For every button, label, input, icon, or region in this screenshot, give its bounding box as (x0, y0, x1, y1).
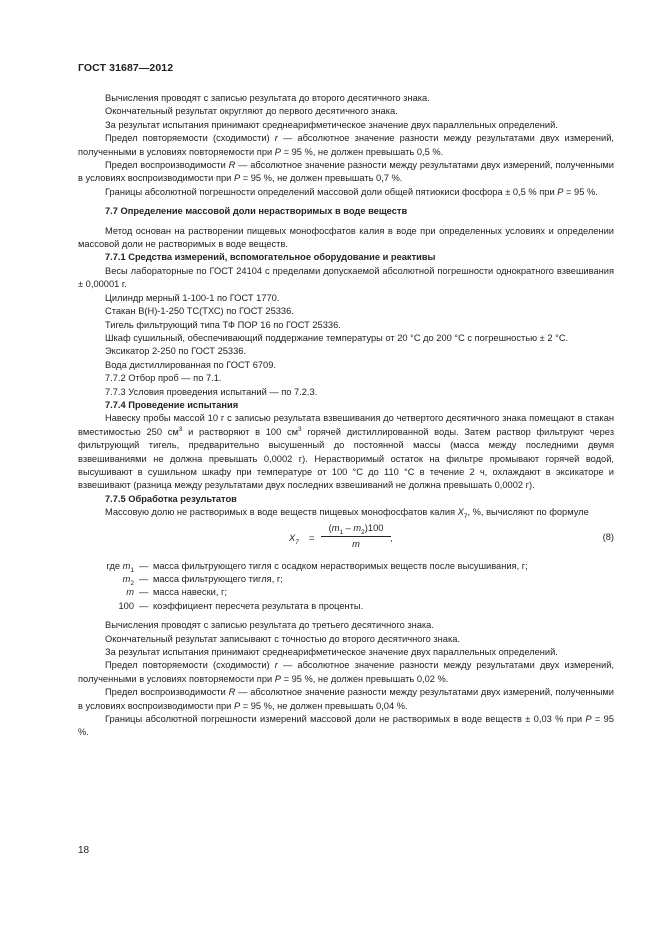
formula-lhs (289, 532, 299, 545)
paragraph: Вычисления проводят с записью результата до второго десятичного знака. (105, 93, 430, 103)
subscript: 7 (295, 538, 299, 546)
text-run: Границы абсолютной погрешности измерений массовой доли не растворимых в воде веществ ± 0,03 % при (105, 714, 586, 725)
formula-denominator: m (352, 539, 360, 549)
paragraph: За результат испытания принимают среднеарифметическое значение двух параллельных определений. (105, 647, 558, 658)
subsection-7-7-3: 7.7.3 Условия проведения испытаний — по 7.2.3. (105, 386, 318, 397)
subsection-heading-7-7-1: 7.7.1 Средства измерений, вспомогательное оборудование и реактивы (105, 252, 436, 263)
symbol-P: P (233, 173, 241, 184)
text-run: = 95 %, не должен превышать 0,5 %. (280, 146, 444, 157)
text-run: = 95 %. (78, 714, 614, 738)
subscript: 1 (130, 566, 134, 574)
symbol-X: X (457, 507, 464, 518)
text-run: Предел повторяемости (сходимости) (105, 660, 275, 671)
text-run: ( (328, 522, 332, 533)
subscript: 1 (339, 528, 344, 536)
symbol-P: P (274, 673, 281, 684)
equipment-item: Весы лабораторные по ГОСТ 24104 с пределами допускаемой абсолютной погрешности однократного взвешивания ± 0,00001 г. (78, 265, 614, 290)
text-run: Навеску пробы массой 10 г с записью результата взвешивания до четвертого десятичного знака помещают в стакан вместимостью 250 см (78, 413, 614, 437)
text-run: , %, вычисляют по формуле (467, 507, 589, 518)
text-run: — абсолютное значение разности между результатами двух измерений, полученными в условиях повторяемости при (78, 660, 614, 684)
formula-equals: = (309, 532, 315, 543)
formula-fraction (321, 522, 391, 552)
paragraph-method: Метод основан на растворении пищевых монофосфатов калия в воде при определенных условиях и определении массовой доли не растворимых в воде веществ. (78, 225, 614, 250)
subscript: 2 (130, 579, 134, 587)
page-header-standard: ГОСТ 31687—2012 (78, 62, 174, 74)
text-run: — абсолютное значение разности между результатами двух измерений, полученными в условиях воспроизводимости при (78, 687, 614, 711)
legend-symbol (78, 573, 139, 586)
subsection-7-7-2: 7.7.2 Отбор проб — по 7.1. (105, 373, 222, 384)
legend-row (78, 560, 614, 573)
legend-symbol (78, 586, 139, 599)
text-run: )100 (364, 522, 384, 533)
legend-text: масса фильтрующего тигля, г; (153, 574, 283, 584)
subscript: 2 (361, 528, 365, 536)
paragraph-reproducibility (78, 686, 614, 713)
formula-8 (78, 522, 614, 556)
subscript: 7 (463, 513, 468, 521)
section-heading-7-7: 7.7 Определение массовой доли нерастворимых в воде веществ (105, 206, 408, 217)
page-content (78, 92, 614, 740)
equipment-item: Вода дистиллированная по ГОСТ 6709. (105, 359, 276, 370)
legend-row (78, 573, 614, 586)
text-run: = 95 %. (563, 186, 598, 197)
paragraph: Окончательный результат округляют до первого десятичного знака. (105, 106, 398, 117)
symbol-m: m (122, 574, 131, 584)
legend-dash: — (139, 574, 149, 584)
legend-dash: — (139, 600, 149, 611)
symbol-m: m (122, 560, 131, 571)
page-number: 18 (78, 845, 90, 856)
legend-symbol: 100 (118, 600, 134, 611)
symbol-P: P (233, 700, 241, 711)
symbol-R: R (228, 687, 236, 698)
paragraph-reproducibility (78, 159, 614, 186)
text-run: = 95 %, не должен превышать 0,7 %. (240, 173, 403, 184)
paragraph: Вычисления проводят с записью результата до третьего десятичного знака. (105, 620, 434, 631)
superscript: 3 (298, 425, 302, 433)
equipment-item: Шкаф сушильный, обеспечивающий поддержание температуры от 20 °С до 200 °С с погрешностью ± 2 °С. (105, 332, 569, 343)
symbol-R: R (228, 160, 236, 171)
text-run: Предел воспроизводимости (105, 160, 229, 171)
paragraph-procedure (78, 412, 614, 492)
formula-comma: , (390, 532, 393, 543)
legend-text: масса фильтрующего тигля с осадком нерастворимых веществ после высушивания, г; (153, 560, 528, 571)
legend-row (78, 600, 614, 613)
symbol-m: m (331, 522, 340, 533)
symbol-r: r (274, 133, 278, 144)
symbol-m: m (353, 522, 362, 533)
legend-text: масса навески, г; (153, 587, 227, 598)
symbol-m: m (126, 587, 134, 598)
paragraph-repeatability (78, 132, 614, 159)
paragraph: За результат испытания принимают среднеарифметическое значение двух параллельных определений. (105, 119, 558, 130)
equipment-item: Стакан В(Н)-1-250 ТС(ТХС) по ГОСТ 25336. (105, 306, 294, 317)
symbol-P: P (585, 714, 592, 725)
text-run: Предел воспроизводимости (105, 687, 229, 698)
legend-dash: — (139, 560, 149, 571)
text-run: Предел повторяемости (сходимости) (105, 133, 275, 144)
text-run: где (106, 560, 123, 571)
paragraph-repeatability (78, 659, 614, 686)
paragraph: Окончательный результат записывают с точностью до второго десятичного знака. (105, 633, 460, 644)
equipment-item: Тигель фильтрующий типа ТФ ПОР 16 по ГОСТ 25336. (105, 319, 341, 330)
subsection-heading-7-7-4: 7.7.4 Проведение испытания (105, 399, 239, 410)
text-run: = 95 %, не должен превышать 0,02 %. (280, 673, 449, 684)
text-run: — абсолютное значение разности между результатами двух измерений, полученными в условиях повторяемости при (78, 133, 614, 157)
paragraph-formula-intro (78, 506, 614, 519)
symbol-P: P (274, 146, 281, 157)
formula-legend (78, 560, 614, 614)
text-run: = 95 %, не должен превышать 0,04 %. (240, 700, 408, 711)
formula-numerator (321, 522, 391, 537)
text-run: Границы абсолютной погрешности определений массовой доли общей пятиокиси фосфора ± 0,5 % при (105, 186, 558, 197)
superscript: 3 (178, 425, 183, 433)
text-run: Массовую долю не растворимых в воде веществ пищевых монофосфатов калия (105, 507, 458, 518)
equipment-item: Цилиндр мерный 1-100-1 по ГОСТ 1770. (105, 292, 280, 303)
equipment-item: Эксикатор 2-250 по ГОСТ 25336. (105, 346, 247, 357)
legend-text: коэффициент пересчета результата в проценты. (153, 600, 364, 611)
symbol-r: r (274, 660, 278, 671)
legend-row (78, 586, 614, 599)
formula-number: (8) (602, 531, 614, 542)
text-run: горячей дистиллированной воды. Затем раствор фильтруют через фильтрующий тигель, предварительно высушенный до постоянной массы (масса между последними двумя взвешиваниями не должна превышать 0,0002 г). Нерастворимый остаток на фильтре промывают горячей водой, высушивают в сушильном шкафу при температуре от 100 °С до 110 °С в течение 2 ч, охлаждают в эксикаторе и взвешивают (разница между результатами двух последних взвешиваний не должна превышать 0,0002 г). (78, 426, 614, 491)
paragraph-error-bounds (78, 713, 614, 740)
text-run: — абсолютное значение разности между результатами двух измерений, полученными в условиях воспроизводимости при (78, 160, 614, 184)
text-run: – (343, 522, 354, 533)
paragraph-error-bounds (78, 186, 614, 199)
symbol-P: P (557, 186, 564, 197)
subsection-heading-7-7-5: 7.7.5 Обработка результатов (105, 493, 237, 504)
legend-symbol (78, 560, 139, 573)
legend-dash: — (139, 587, 149, 598)
symbol-X: X (289, 532, 296, 543)
text-run: и растворяют в 100 см (182, 426, 298, 437)
